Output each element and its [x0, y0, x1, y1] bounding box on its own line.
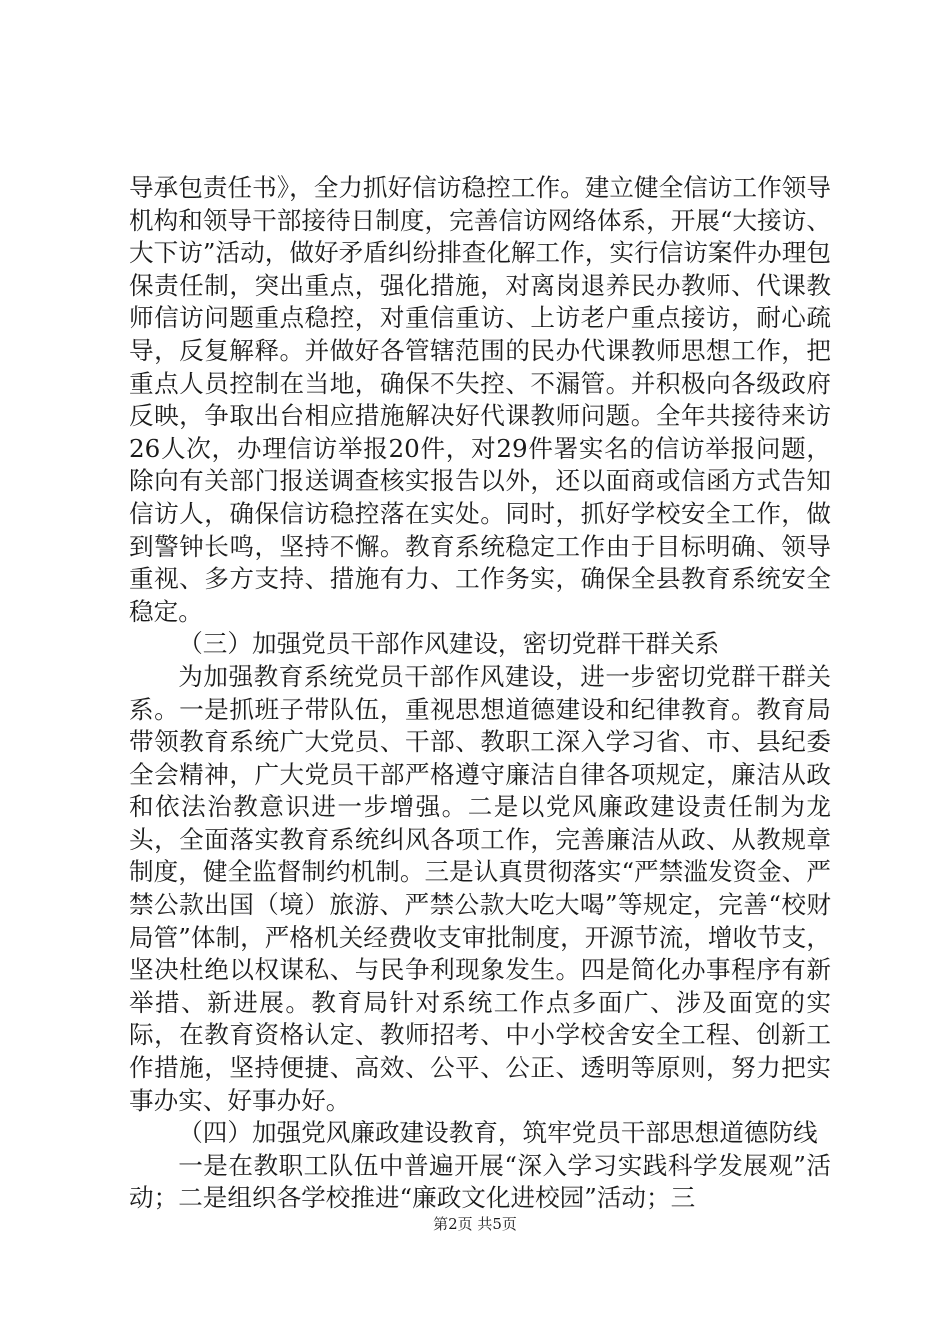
paragraph-party-style: 为加强教育系统党员干部作风建设，进一步密切党群干群关系。一是抓班子带队伍，重视思想道德建设和纪律教育。教育局带领教育系统广大党员、干部、教职工深入学习省、市、县纪委全会精神，广大党员干部严格遵守廉洁自律各项规定，廉洁从政和依法治教意识进一步增强。二是以党风廉政建设责任制为龙头，全面落实教育系统纠风各项工作，完善廉洁从政、从教规章制度，健全监督制约机制。三是认真贯彻落实“严禁滥发资金、严禁公款出国（境）旅游、严禁公款大吃大喝”等规定，完善“校财局管”体制，严格机关经费收支审批制度，开源节流，增收节支，坚决杜绝以权谋私、与民争利现象发生。四是简化办事程序有新举措、新进展。教育局针对系统工作点多面广、涉及面宽的实际，在教育资格认定、教师招考、中小学校舍安全工程、创新工作措施，坚持便捷、高效、公平、公正、透明等原则，努力把实事办实、好事办好。: [129, 661, 831, 1115]
document-body: [129, 172, 831, 1215]
section-heading-4: （四）加强党风廉政建设教育，筑牢党员干部思想道德防线: [178, 1118, 818, 1148]
section-heading-3: （三）加强党员干部作风建设，密切党群干群关系: [178, 629, 720, 659]
page-footer: 第2页 共5页: [433, 1215, 517, 1233]
paragraph-education-activities: 一是在教职工队伍中普遍开展“深入学习实践科学发展观”活动；二是组织各学校推进“廉政文化进校园”活动；三: [129, 1150, 831, 1213]
paragraph-petition-stability: 导承包责任书》，全力抓好信访稳控工作。建立健全信访工作领导机构和领导干部接待日制度，完善信访网络体系，开展“大接访、大下访”活动，做好矛盾纠纷排查化解工作，实行信访案件办理包保责任制，突出重点，强化措施，对离岗退养民办教师、代课教师信访问题重点稳控，对重信重访、上访老户重点接访，耐心疏导，反复解释。并做好各管辖范围的民办代课教师思想工作，把重点人员控制在当地，确保不失控、不漏管。并积极向各级政府反映，争取出台相应措施解决好代课教师问题。全年共接待来访26人次，办理信访举报20件，对29件署实名的信访举报问题，除向有关部门报送调查核实报告以外，还以面商或信函方式告知信访人，确保信访稳控落在实处。同时，抓好学校安全工作，做到警钟长鸣，坚持不懈。教育系统稳定工作由于目标明确、领导重视、多方支持、措施有力、工作务实，确保全县教育系统安全稳定。: [129, 173, 831, 626]
